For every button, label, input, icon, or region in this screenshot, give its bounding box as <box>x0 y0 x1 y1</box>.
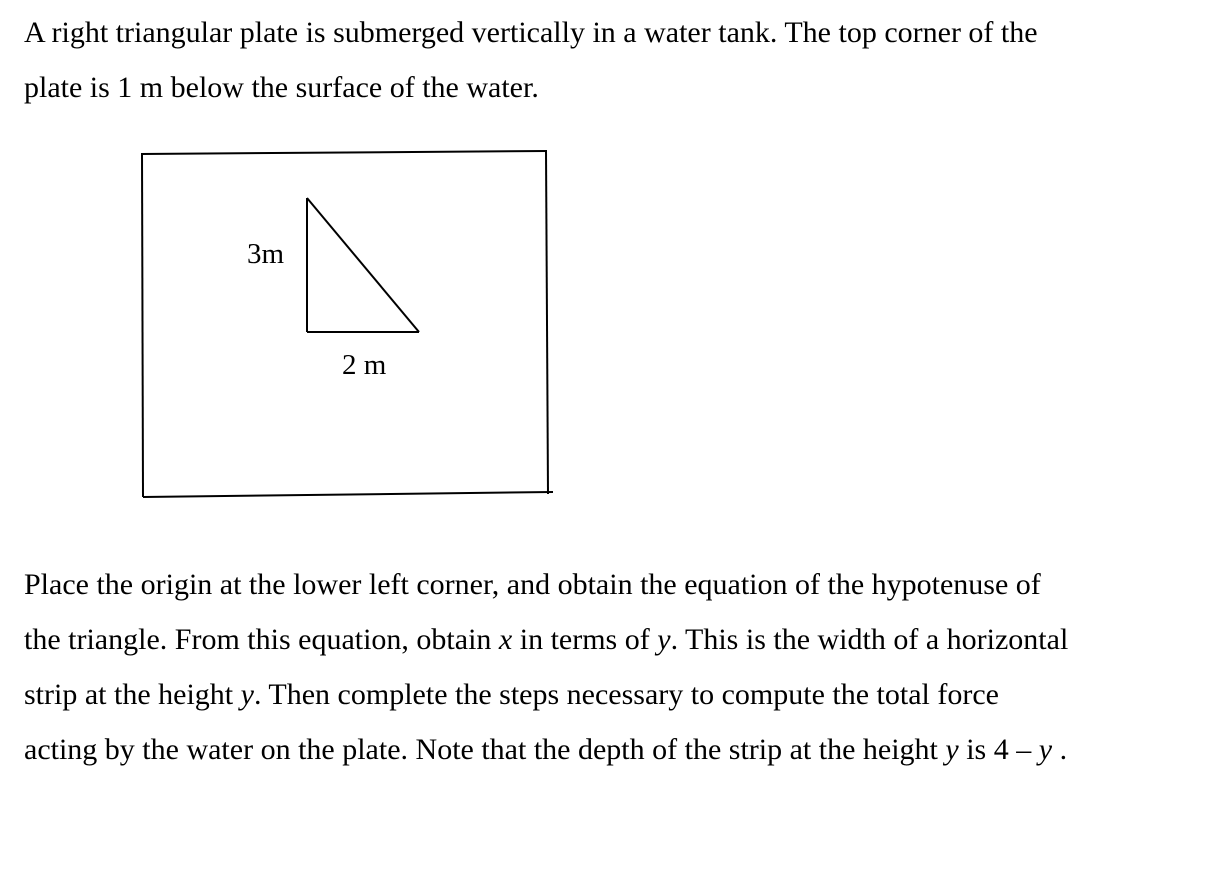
variable-y: y <box>1038 733 1053 766</box>
intro-line-2: plate is 1 m below the surface of the water. <box>24 71 539 104</box>
height-label: 3m <box>247 238 285 270</box>
variable-y: y <box>945 733 959 766</box>
text-segment: in terms of <box>512 623 658 656</box>
text-segment: acting by the water on the plate. Note that the depth of the strip at the height <box>24 733 946 766</box>
tank-top-edge <box>141 151 547 154</box>
instructions-line-3 <box>24 667 1194 722</box>
tank-bottom-edge <box>143 492 553 497</box>
instructions-line-1: Place the origin at the lower left corner, and obtain the equation of the hypotenuse of <box>24 568 1041 601</box>
variable-y: y <box>240 678 254 711</box>
text-segment: is <box>958 733 994 766</box>
intro-line-1: A right triangular plate is submerged vertically in a water tank. The top corner of the <box>24 16 1038 49</box>
text-segment: . <box>1052 733 1068 766</box>
text-segment: . Then complete the steps necessary to compute the total force <box>253 678 999 711</box>
base-label: 2 m <box>342 349 387 381</box>
text-segment: strip at the height <box>24 678 241 711</box>
variable-x: x <box>498 623 513 656</box>
problem-instructions <box>24 557 1194 777</box>
tank-left-edge <box>142 154 143 497</box>
text-segment: the triangle. From this equation, obtain <box>24 623 499 656</box>
variable-y: y <box>657 623 671 656</box>
instructions-line-4 <box>24 722 1194 777</box>
tank-right-edge <box>546 151 548 494</box>
triangle-hypotenuse <box>307 198 419 332</box>
text-segment: . This is the width of a horizontal <box>670 623 1069 656</box>
instructions-line-2 <box>24 612 1194 667</box>
expression-constant: 4 – <box>993 733 1039 766</box>
depth-expression <box>994 733 1052 766</box>
